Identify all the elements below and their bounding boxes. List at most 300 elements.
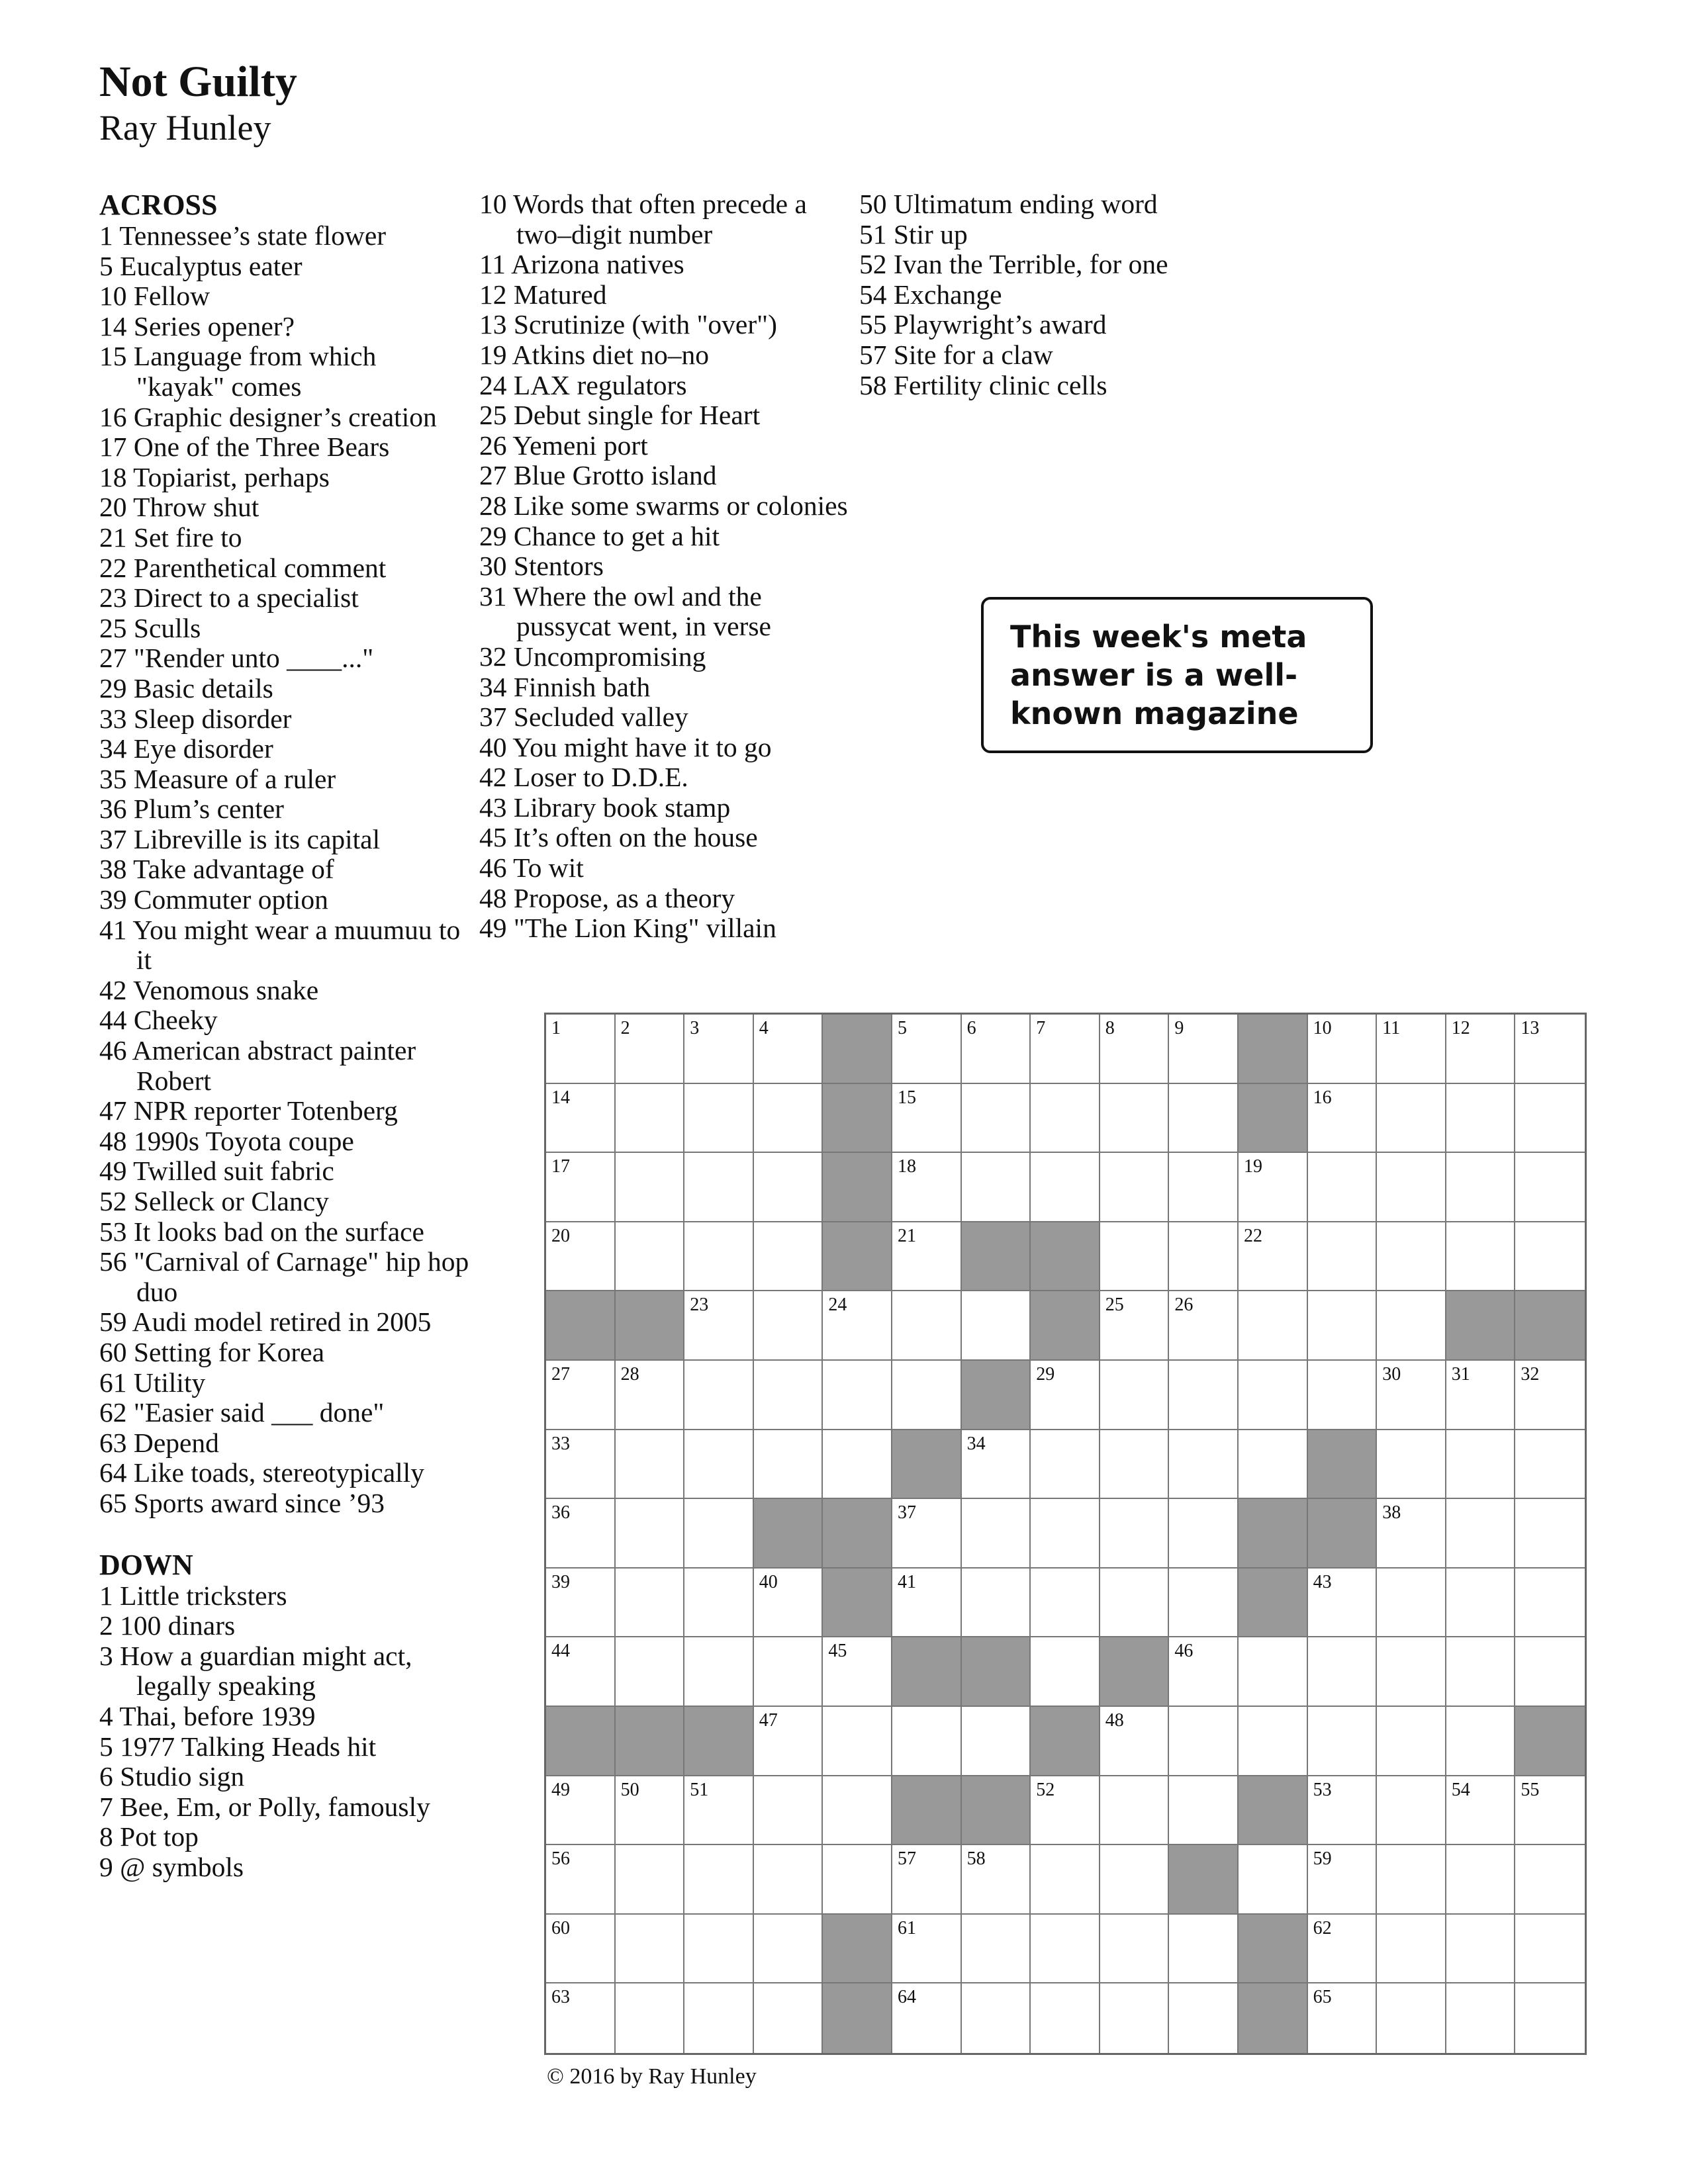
grid-cell[interactable] [684,1776,754,1846]
clue-number: 3 [99,1640,113,1671]
grid-cell[interactable] [962,1291,1031,1361]
grid-cell[interactable] [1169,1153,1239,1222]
grid-cell[interactable] [1100,1499,1170,1569]
clue-text: Yemeni port [512,430,648,461]
clue-item [99,825,470,855]
grid-cell[interactable] [1515,1569,1585,1638]
grid-cell[interactable] [1239,1153,1308,1222]
clue-number: 25 [479,400,507,431]
grid-cell[interactable] [616,1499,685,1569]
clue-item [479,491,850,522]
grid-cell[interactable] [1100,1222,1170,1292]
grid-cell[interactable] [1515,1430,1585,1500]
grid-cell[interactable] [892,1015,962,1084]
clue-text: Little tricksters [120,1580,287,1611]
clue-item [99,1156,470,1187]
cell-number: 13 [1521,1018,1540,1038]
grid-cell[interactable] [754,1361,823,1430]
grid-cell[interactable] [1100,1084,1170,1154]
clue-text: Parenthetical comment [133,552,387,583]
cell-number: 8 [1105,1018,1115,1038]
grid-cell[interactable] [754,1291,823,1361]
grid-cell[interactable] [754,1776,823,1846]
cell-number: 3 [690,1018,700,1038]
clue-item [479,823,850,853]
clue-number: 43 [479,792,507,823]
cell-number: 54 [1451,1779,1470,1800]
grid-cell[interactable] [892,1084,962,1154]
grid-cell[interactable] [616,1084,685,1154]
grid-cell[interactable] [1515,1915,1585,1984]
grid-cell[interactable] [684,1499,754,1569]
grid-cell[interactable] [616,1430,685,1500]
clue-text: Cheeky [133,1005,218,1036]
grid-cell[interactable] [962,1499,1031,1569]
grid-cell[interactable] [892,1222,962,1292]
clue-item [99,1581,470,1612]
grid-cell[interactable] [754,1084,823,1154]
grid-cell[interactable] [1100,1153,1170,1222]
grid-cell[interactable] [1308,1569,1378,1638]
grid-cell[interactable] [1308,1291,1378,1361]
clue-item [99,1338,470,1368]
grid-cell[interactable] [1308,1915,1378,1984]
grid-cell[interactable] [754,1983,823,2053]
grid-cell[interactable] [546,1015,616,1084]
clue-text: Thai, before 1939 [119,1700,316,1731]
down-clue-list-2 [479,189,850,944]
grid-cell[interactable] [546,1637,616,1707]
grid-cell[interactable] [823,1291,892,1361]
grid-cell[interactable] [962,1569,1031,1638]
clue-item [479,189,850,250]
clue-number: 44 [99,1005,127,1036]
grid-cell[interactable] [1446,1637,1516,1707]
grid-cell[interactable] [1031,1776,1100,1846]
clue-number: 48 [99,1125,127,1156]
clue-text: Direct to a specialist [133,582,359,614]
grid-cell[interactable] [1308,1084,1378,1154]
clue-item [99,492,470,523]
clue-number: 52 [859,249,887,280]
clue-item [479,522,850,552]
clue-number: 60 [99,1336,127,1367]
grid-cell[interactable] [1031,1430,1100,1500]
clue-text: Atkins diet no–no [512,339,710,370]
clue-text: "Carnival of Carnage" hip hop duo [133,1246,469,1307]
cell-number: 16 [1313,1087,1332,1108]
clue-number: 28 [479,490,507,521]
grid-cell[interactable] [1169,1222,1239,1292]
cell-number: 63 [551,1987,570,2008]
clue-number: 37 [99,823,127,854]
grid-cell[interactable] [684,1637,754,1707]
grid-cell[interactable] [754,1915,823,1984]
clue-text: 100 dinars [120,1610,236,1641]
grid-cell[interactable] [1446,1915,1516,1984]
grid-cell[interactable] [1446,1776,1516,1846]
grid-cell[interactable] [1308,1153,1378,1222]
grid-cell[interactable] [892,1291,962,1361]
grid-cell[interactable] [546,1776,616,1846]
grid-cell[interactable] [1308,1707,1378,1776]
clue-text: Secluded valley [513,702,688,733]
grid-cell[interactable] [1031,1015,1100,1084]
grid-cell[interactable] [1169,1569,1239,1638]
grid-cell[interactable] [684,1084,754,1154]
grid-cell[interactable] [1377,1569,1446,1638]
clue-number: 57 [859,339,887,370]
grid-cell[interactable] [1239,1637,1308,1707]
grid-cell[interactable] [892,1707,962,1776]
grid-cell[interactable] [616,1569,685,1638]
clue-text: Loser to D.D.E. [513,762,688,793]
grid-cell[interactable] [1308,1983,1378,2053]
grid-cell[interactable] [1446,1845,1516,1915]
clue-number: 51 [859,218,887,250]
grid-block [823,1015,892,1084]
grid-cell[interactable] [1308,1776,1378,1846]
clue-item [99,614,470,644]
grid-cell[interactable] [962,1153,1031,1222]
clue-text: Exchange [893,279,1002,310]
grid-cell[interactable] [684,1983,754,2053]
grid-cell[interactable] [1308,1361,1378,1430]
grid-cell[interactable] [1515,1015,1585,1084]
grid-cell[interactable] [823,1637,892,1707]
grid-cell[interactable] [1377,1776,1446,1846]
clue-text: Site for a claw [893,339,1053,370]
clue-item [99,643,470,674]
grid-cell[interactable] [684,1845,754,1915]
grid-cell[interactable] [1515,1983,1585,2053]
clue-item [99,1762,470,1792]
clue-number: 56 [99,1246,127,1277]
grid-cell[interactable] [684,1222,754,1292]
grid-cell[interactable] [1446,1499,1516,1569]
grid-cell[interactable] [1169,1637,1239,1707]
grid-cell[interactable] [823,1707,892,1776]
grid-cell[interactable] [754,1845,823,1915]
grid-cell[interactable] [1100,1361,1170,1430]
grid-cell[interactable] [1031,1084,1100,1154]
clue-text: Matured [513,279,607,310]
grid-cell[interactable] [546,1222,616,1292]
grid-cell[interactable] [1100,1430,1170,1500]
grid-cell[interactable] [1308,1015,1378,1084]
grid-cell[interactable] [1031,1361,1100,1430]
grid-cell[interactable] [1239,1291,1308,1361]
grid-cell[interactable] [1377,1222,1446,1292]
clue-number: 27 [479,460,507,491]
grid-cell[interactable] [892,1915,962,1984]
grid-cell[interactable] [1377,1983,1446,2053]
cell-number: 43 [1313,1571,1332,1592]
grid-cell[interactable] [962,1707,1031,1776]
clue-number: 18 [99,461,127,492]
grid-cell[interactable] [1169,1430,1239,1500]
clue-number: 46 [479,852,507,884]
grid-cell[interactable] [962,1015,1031,1084]
grid-cell[interactable] [754,1569,823,1638]
clue-text: Uncompromising [513,641,706,672]
grid-cell[interactable] [546,1084,616,1154]
grid-cell[interactable] [962,1084,1031,1154]
grid-cell[interactable] [1100,1569,1170,1638]
clue-number: 42 [479,762,507,793]
grid-cell[interactable] [546,1361,616,1430]
grid-cell[interactable] [892,1569,962,1638]
grid-cell[interactable] [1446,1707,1516,1776]
clue-text: You might wear a muumuu to it [132,914,461,976]
grid-cell[interactable] [1169,1707,1239,1776]
clue-item [99,1732,470,1762]
clue-text: Playwright’s award [893,309,1107,340]
grid-cell[interactable] [1239,1707,1308,1776]
grid-cell[interactable] [1515,1776,1585,1846]
grid-cell[interactable] [1377,1499,1446,1569]
grid-cell[interactable] [1377,1637,1446,1707]
grid-cell[interactable] [1308,1637,1378,1707]
grid-cell[interactable] [962,1915,1031,1984]
grid-cell[interactable] [546,1430,616,1500]
grid-cell[interactable] [1515,1222,1585,1292]
clue-number: 45 [479,822,507,853]
clue-number: 21 [99,522,127,553]
grid-cell[interactable] [616,1776,685,1846]
clue-text: Sleep disorder [133,703,292,734]
cell-number: 37 [897,1502,916,1524]
grid-cell[interactable] [684,1153,754,1222]
grid-cell[interactable] [962,1983,1031,2053]
grid-cell[interactable] [1239,1361,1308,1430]
grid-cell[interactable] [1239,1222,1308,1292]
grid-cell[interactable] [616,1637,685,1707]
cell-number: 15 [897,1087,916,1108]
clue-number: 20 [99,492,127,523]
grid-block [892,1776,962,1846]
clue-item [99,553,470,584]
grid-cell[interactable] [1515,1084,1585,1154]
grid-cell[interactable] [1031,1637,1100,1707]
grid-cell[interactable] [1031,1915,1100,1984]
clue-number: 39 [99,884,127,915]
clue-item [479,400,850,431]
grid-cell[interactable] [546,1915,616,1984]
clue-item [479,461,850,491]
grid-cell[interactable] [754,1153,823,1222]
grid-block [823,1983,892,2053]
grid-cell[interactable] [1515,1637,1585,1707]
clue-text: American abstract painter Robert [132,1035,416,1096]
grid-cell[interactable] [546,1845,616,1915]
grid-cell[interactable] [1377,1845,1446,1915]
grid-block [962,1776,1031,1846]
grid-cell[interactable] [684,1015,754,1084]
crossword-grid [544,1013,1587,2055]
grid-cell[interactable] [1100,1983,1170,2053]
grid-block [1239,1915,1308,1984]
grid-cell[interactable] [754,1637,823,1707]
grid-cell[interactable] [1169,1291,1239,1361]
grid-cell[interactable] [962,1430,1031,1500]
grid-cell[interactable] [823,1845,892,1915]
grid-cell[interactable] [754,1015,823,1084]
grid-cell[interactable] [1239,1845,1308,1915]
grid-cell[interactable] [616,1983,685,2053]
clue-item [99,1428,470,1459]
grid-cell[interactable] [1446,1430,1516,1500]
clue-number: 47 [99,1095,127,1126]
grid-cell[interactable] [616,1845,685,1915]
clue-number: 23 [99,582,127,614]
grid-cell[interactable] [1446,1983,1516,2053]
grid-cell[interactable] [1377,1153,1446,1222]
grid-cell[interactable] [892,1361,962,1430]
grid-cell[interactable] [823,1361,892,1430]
grid-cell[interactable] [1169,1776,1239,1846]
grid-cell[interactable] [616,1222,685,1292]
cell-number: 11 [1382,1018,1401,1038]
clue-column-2 [479,189,850,944]
clue-item [99,734,470,764]
clue-text: Propose, as a theory [513,882,735,913]
grid-cell[interactable] [1446,1569,1516,1638]
clue-text: "Render unto ____..." [133,643,374,674]
clue-item [99,1096,470,1126]
clue-text: You might have it to go [512,731,772,762]
clue-text: Audi model retired in 2005 [132,1306,432,1338]
cell-number: 2 [620,1018,630,1038]
clue-item [479,582,850,642]
cell-number: 62 [1313,1917,1332,1938]
grid-cell[interactable] [1031,1499,1100,1569]
grid-cell[interactable] [754,1707,823,1776]
cell-number: 51 [690,1779,709,1800]
grid-cell[interactable] [823,1430,892,1500]
grid-cell[interactable] [684,1915,754,1984]
grid-cell[interactable] [684,1291,754,1361]
clue-number: 17 [99,432,127,463]
grid-cell[interactable] [616,1361,685,1430]
grid-cell[interactable] [1377,1430,1446,1500]
grid-cell[interactable] [1031,1153,1100,1222]
grid-cell[interactable] [1308,1845,1378,1915]
grid-cell[interactable] [546,1153,616,1222]
grid-cell[interactable] [1377,1361,1446,1430]
grid-cell[interactable] [1100,1915,1170,1984]
clue-number: 36 [99,794,127,825]
clue-text: Series opener? [133,310,295,341]
grid-cell[interactable] [684,1361,754,1430]
cell-number: 33 [551,1433,570,1454]
grid-cell[interactable] [546,1499,616,1569]
grid-cell[interactable] [1100,1291,1170,1361]
grid-cell[interactable] [892,1845,962,1915]
grid-cell[interactable] [684,1569,754,1638]
grid-cell[interactable] [1446,1361,1516,1430]
grid-cell[interactable] [1031,1983,1100,2053]
clue-text: Topiarist, perhaps [133,461,330,492]
clue-number: 40 [479,731,507,762]
grid-cell[interactable] [1308,1222,1378,1292]
grid-cell[interactable] [1100,1845,1170,1915]
grid-cell[interactable] [1446,1015,1516,1084]
clue-number: 14 [99,310,127,341]
grid-cell[interactable] [1515,1153,1585,1222]
clue-text: One of the Three Bears [133,432,390,463]
grid-cell[interactable] [1377,1291,1446,1361]
grid-cell[interactable] [1169,1983,1239,2053]
grid-cell[interactable] [823,1776,892,1846]
grid-cell[interactable] [616,1015,685,1084]
grid-cell[interactable] [1169,1915,1239,1984]
clue-item [479,431,850,461]
grid-cell[interactable] [1377,1015,1446,1084]
grid-cell[interactable] [1446,1222,1516,1292]
grid-cell[interactable] [754,1222,823,1292]
grid-cell[interactable] [1100,1015,1170,1084]
cell-number: 44 [551,1641,570,1662]
grid-cell[interactable] [1515,1361,1585,1430]
grid-cell[interactable] [962,1845,1031,1915]
grid-cell[interactable] [1446,1153,1516,1222]
grid-cell[interactable] [1377,1707,1446,1776]
grid-cell[interactable] [1515,1845,1585,1915]
grid-cell[interactable] [1100,1776,1170,1846]
grid-cell[interactable] [1169,1499,1239,1569]
grid-cell[interactable] [1377,1915,1446,1984]
grid-cell[interactable] [546,1983,616,2053]
cell-number: 49 [551,1779,570,1800]
grid-cell[interactable] [1169,1015,1239,1084]
grid-cell[interactable] [1169,1084,1239,1154]
grid-cell[interactable] [546,1569,616,1638]
grid-cell[interactable] [616,1915,685,1984]
cell-number: 18 [897,1156,916,1177]
grid-cell[interactable] [892,1983,962,2053]
grid-cell[interactable] [1169,1361,1239,1430]
cell-number: 38 [1382,1502,1401,1524]
clue-number: 8 [99,1821,113,1852]
grid-cell[interactable] [1446,1084,1516,1154]
grid-cell[interactable] [754,1430,823,1500]
grid-cell[interactable] [892,1499,962,1569]
grid-cell[interactable] [1239,1430,1308,1500]
clue-text: Sculls [133,612,201,643]
clue-item [99,251,470,282]
grid-cell[interactable] [892,1153,962,1222]
cell-number: 5 [897,1018,907,1038]
clue-item [99,523,470,553]
cell-number: 27 [551,1363,570,1385]
grid-cell[interactable] [1515,1499,1585,1569]
cell-number: 21 [897,1225,916,1246]
grid-cell[interactable] [616,1153,685,1222]
grid-block [823,1084,892,1154]
clue-item [99,764,470,795]
grid-cell[interactable] [1377,1084,1446,1154]
clue-number: 64 [99,1457,127,1488]
clue-item [99,1458,470,1488]
grid-cell[interactable] [1031,1569,1100,1638]
cell-number: 47 [759,1709,778,1731]
clue-item [99,1247,470,1307]
grid-cell[interactable] [1031,1845,1100,1915]
clue-text: Depend [133,1427,219,1458]
grid-cell[interactable] [1100,1707,1170,1776]
grid-cell[interactable] [684,1430,754,1500]
